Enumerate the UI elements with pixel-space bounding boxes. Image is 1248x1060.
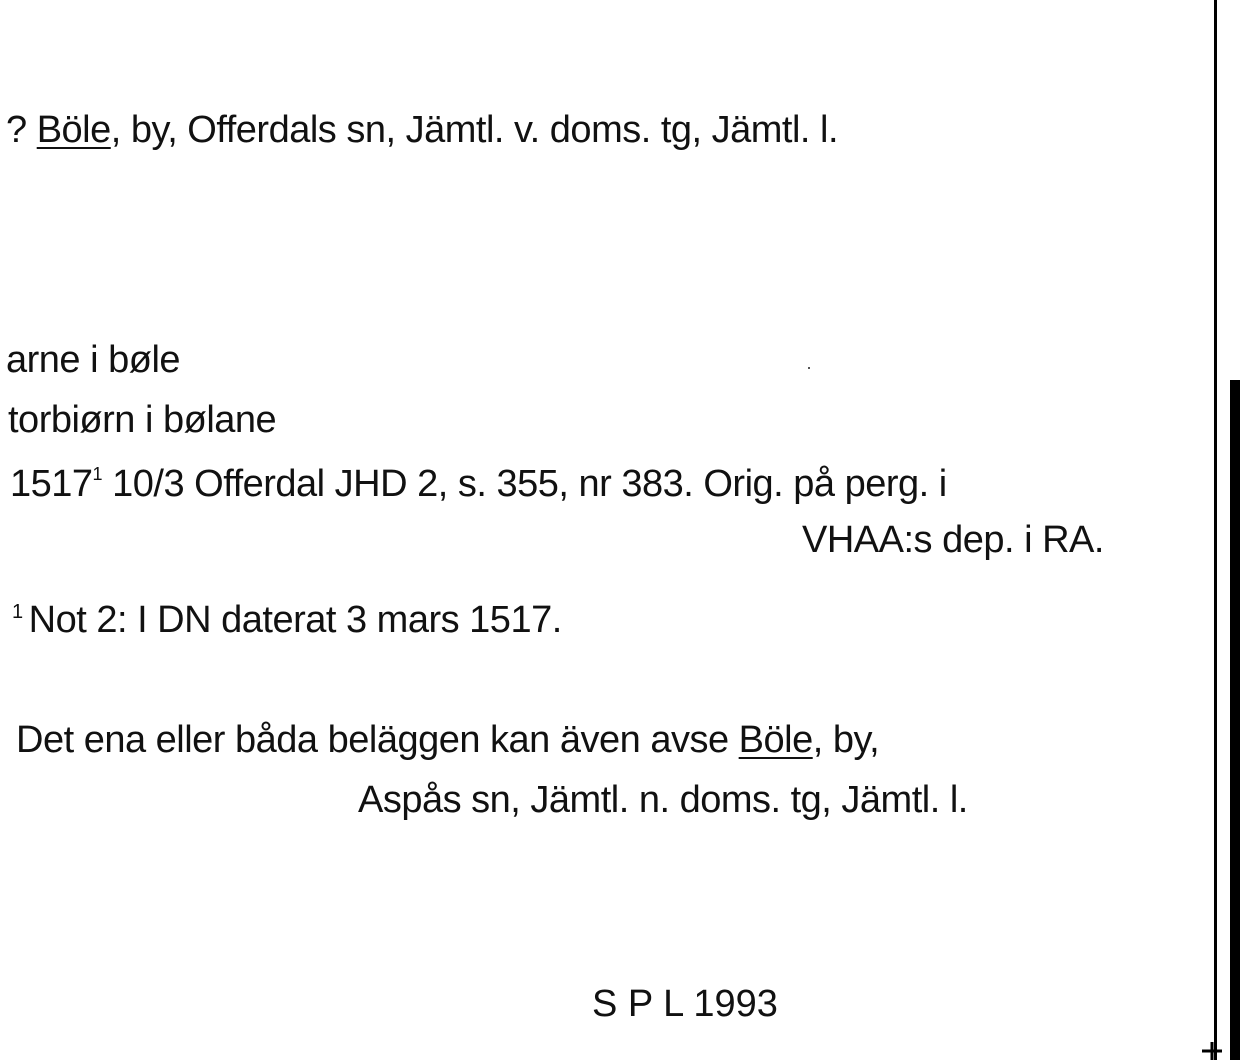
scan-edge-shadow xyxy=(1230,380,1240,1060)
attestation-line-2: torbiørn i bølane xyxy=(8,399,277,441)
speck xyxy=(808,367,810,369)
note-place-name: Böle xyxy=(738,719,813,761)
attestation-line-1: arne i bøle xyxy=(6,339,181,381)
heading-line xyxy=(6,108,838,152)
place-name: Böle xyxy=(36,109,111,151)
note-line-2: Aspås sn, Jämtl. n. doms. tg, Jämtl. l. xyxy=(358,779,968,821)
scan-edge-line xyxy=(1214,0,1217,1060)
note-text-1: Det ena eller båda beläggen kan även avse xyxy=(16,719,739,761)
footnote-text: Not 2: I DN daterat 3 mars 1517. xyxy=(28,599,562,641)
source-line xyxy=(10,462,947,506)
footnote-ref: 1 xyxy=(92,464,103,484)
note-text-2: , by, xyxy=(812,719,880,761)
heading-rest: , by, Offerdals sn, Jämtl. v. doms. tg, Jämtl. l. xyxy=(110,109,839,151)
signature: S P L 1993 xyxy=(592,983,778,1025)
source-continuation: VHAA:s dep. i RA. xyxy=(802,519,1104,561)
source-text: 10/3 Offerdal JHD 2, s. 355, nr 383. Orig. på perg. i xyxy=(102,463,947,505)
footnote-line xyxy=(12,598,562,642)
source-year: 1517 xyxy=(10,463,93,505)
uncertainty-mark: ? xyxy=(6,109,37,151)
footnote-mark: 1 xyxy=(12,601,23,623)
crop-mark-icon xyxy=(1200,1042,1224,1060)
note-line-1 xyxy=(16,718,879,762)
